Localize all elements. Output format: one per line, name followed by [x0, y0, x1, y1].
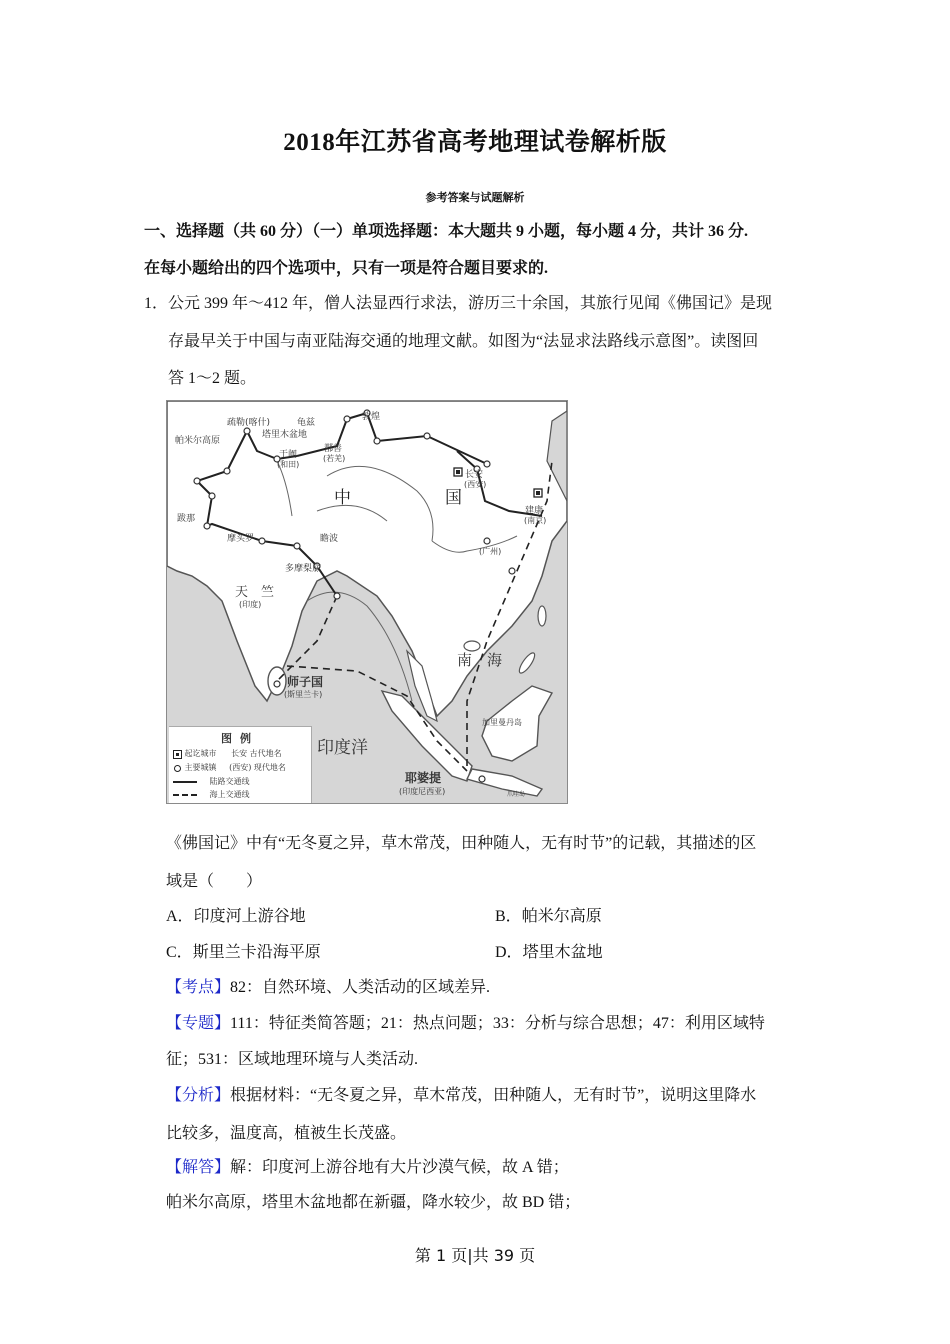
sub-question-line1: 《佛国记》中有“无冬夏之异，草木常茂，田种随人，无有时节”的记载，其描述的区: [166, 835, 757, 852]
legend-title: 图例: [221, 732, 259, 745]
map-label-jiankang: 建康: [525, 506, 544, 516]
sea-route-dashed-arrow-icon: [173, 794, 197, 796]
fenxi-tag: 【分析】: [166, 1087, 231, 1104]
question-stem-line3: 答 1～2 题。: [168, 370, 257, 387]
section-heading-line2: 在每小题给出的四个选项中，只有一项是符合题目要求的.: [144, 260, 549, 277]
zhuanti: 【专题】111：特征类简答题；21：热点问题；33：分析与综合思想；47：利用区域特: [166, 1015, 765, 1032]
map-label-yutian: 于阗: [279, 450, 298, 460]
option-a: A．印度河上游谷地: [166, 908, 306, 925]
map-label-changan: 长安: [465, 470, 484, 480]
map-label-tarim: 塔里木盆地: [262, 430, 308, 440]
kaodian: 【考点】82：自然环境、人类活动的区域差异.: [166, 979, 491, 996]
sub-question-line2: 域是（ ）: [166, 873, 263, 890]
jieda: 【解答】解：印度河上游谷地有大片沙漠气候，故 A 错；: [166, 1159, 569, 1176]
map-label-changan-modern: (西安): [464, 480, 487, 489]
map-label-shanshan: 鄯善: [324, 444, 343, 454]
map-label-shiziguo-modern: (斯里兰卡): [284, 690, 323, 699]
map-label-tianzhu: 天 竺: [235, 585, 275, 600]
town-circle-icon: [174, 765, 181, 772]
map-label-guangzhou: (广州): [479, 547, 502, 556]
map-label-tianzhu-modern: (印度): [239, 600, 262, 609]
start-city-icon: [173, 750, 182, 759]
kaodian-tag: 【考点】: [166, 979, 231, 996]
question-stem-line2: 存最早关于中国与南亚陆海交通的地理文献。如图为“法显求法路线示意图”。读图回: [168, 333, 759, 350]
map-label-java: 爪哇岛: [507, 791, 526, 798]
map-label-zhong: 中: [334, 488, 351, 508]
map-label-shule: 疏勒(喀什): [227, 418, 271, 428]
map-label-yepoti-modern: (印度尼西亚): [399, 787, 446, 796]
legend-row-start-city: 起讫城市 长安 古代地名: [173, 748, 282, 759]
fenxi-line2: 比较多，温度高，植被生长茂盛。: [166, 1125, 407, 1142]
document-subtitle: 参考答案与试题解析: [425, 191, 525, 204]
zhuanti-line2: 征；531：区域地理环境与人类活动.: [166, 1051, 419, 1068]
map-label-indian-ocean: 印度洋: [317, 738, 368, 758]
map-label-pamir: 帕米尔高原: [175, 436, 221, 446]
section-heading-line1: 一、选择题（共 60 分）（一）单项选择题：本大题共 9 小题，每小题 4 分，共计 36 分.: [144, 223, 749, 240]
map-label-shiziguo: 师子国: [287, 675, 324, 689]
option-b: B．帕米尔高原: [495, 908, 602, 925]
land-route-arrow-icon: [173, 781, 197, 783]
legend-row-sea-route: 海上交通线: [173, 789, 250, 800]
map-label-kalimantan: 加里曼丹岛: [482, 718, 522, 727]
option-c: C．斯里兰卡沿海平原: [166, 944, 321, 961]
page-footer: 第 1 页|共 39 页: [414, 1246, 536, 1265]
question-stem-line1: 公元 399 年～412 年，僧人法显西行求法，游历三十余国，其旅行见闻《佛国记》是现: [168, 295, 773, 312]
legend-row-land-route: 陆路交通线: [173, 776, 250, 787]
map-label-zhanbo: 瞻波: [320, 534, 339, 544]
map-label-yutian-modern: (和田): [277, 460, 300, 469]
map-label-qiuci: 龟兹: [297, 418, 316, 428]
zhuanti-tag: 【专题】: [166, 1015, 231, 1032]
map-label-shanshan-modern: (若羌): [323, 454, 346, 463]
fenxi: 【分析】根据材料：“无冬夏之异，草木常茂，田种随人，无有时节”，说明这里降水: [166, 1087, 757, 1104]
option-d: D．塔里木盆地: [495, 944, 603, 961]
map-legend: [169, 726, 312, 803]
map-label-yepoti: 耶婆提: [405, 771, 442, 785]
map-label-jiankang-modern: (南京): [524, 516, 547, 525]
map-label-guo: 国: [445, 488, 462, 508]
map-label-south-sea: 南 海: [457, 651, 503, 669]
map-label-motouluo: 摩头罗: [227, 534, 255, 544]
map-label-dunhuang: 敦煌: [362, 412, 381, 422]
legend-row-main-town: 主要城镇 (西安) 现代地名: [173, 762, 286, 773]
jieda-tag: 【解答】: [166, 1159, 231, 1176]
faxian-route-map: [166, 400, 568, 804]
jieda-line2: 帕米尔高原，塔里木盆地都在新疆，降水较少，故 BD 错；: [166, 1194, 581, 1211]
map-label-nayi: 跋那: [177, 514, 196, 524]
map-label-duomolidi: 多摩梨底: [285, 564, 322, 574]
question-number: 1．: [144, 295, 169, 312]
document-title: 2018年江苏省高考地理试卷解析版: [283, 129, 667, 156]
